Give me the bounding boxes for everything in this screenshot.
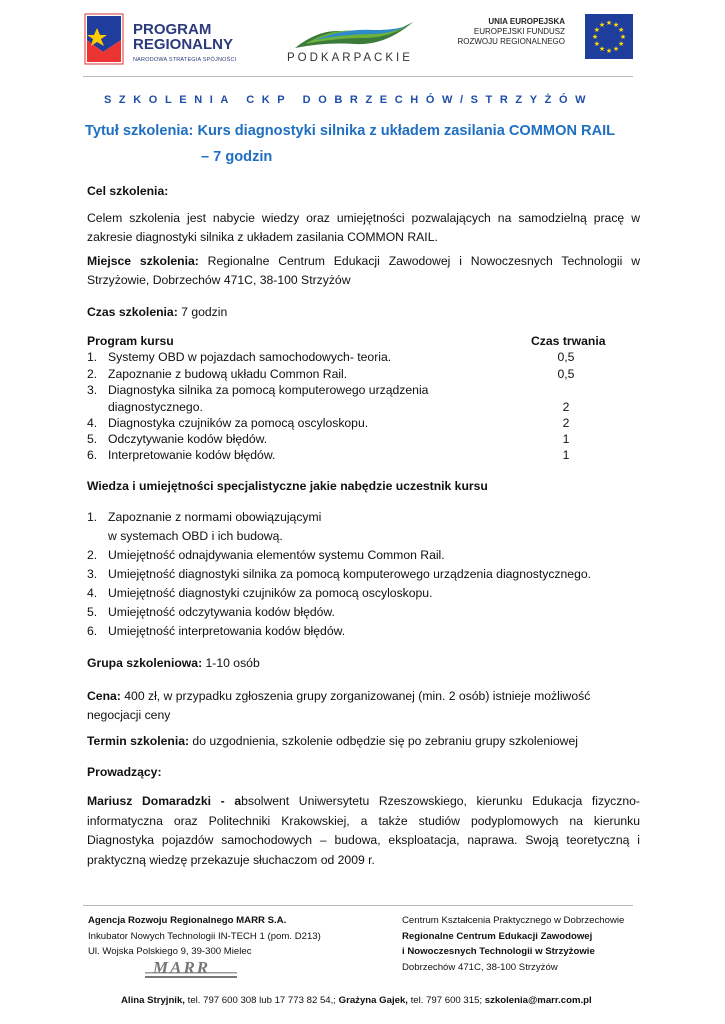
skills-item: 1. Zapoznanie z normami obowiązującymi — [87, 510, 322, 524]
instructors-label: Prowadzący: — [87, 765, 162, 779]
eu-star-icon: ★ — [598, 21, 606, 29]
eu-star-icon: ★ — [617, 27, 625, 34]
program-logo-text: PROGRAM REGIONALNY — [133, 21, 234, 53]
eu-star-icon: ★ — [617, 41, 625, 48]
program-item-time: 0,5 — [557, 367, 575, 381]
skills-item-continuation: w systemach OBD i ich budową. — [108, 529, 283, 543]
term-label: Termin szkolenia: — [87, 734, 190, 748]
contact-name-1: Alina Stryjnik, — [121, 995, 185, 1006]
eu-star-icon: ★ — [591, 34, 599, 41]
marr-logo-text: MARR — [153, 958, 211, 977]
program-item: 6. Interpretowanie kodów błędów. — [87, 448, 276, 462]
eu-flag-icon — [585, 14, 633, 59]
term-paragraph — [87, 734, 578, 748]
podkarpackie-text: PODKARPACKIE — [287, 52, 413, 64]
goal-label: Cel szkolenia: — [87, 184, 169, 198]
program-logo-subtitle: NARODOWA STRATEGIA SPÓJNOŚCI — [133, 57, 237, 63]
program-item: 3. Diagnostyka silnika za pomocą komputerowego urządzenia — [87, 383, 429, 397]
program-item-time: 1 — [562, 432, 570, 446]
group-label: Grupa szkoleniowa: — [87, 656, 203, 670]
program-item: 1. Systemy OBD w pojazdach samochodowych- teoria. — [87, 350, 392, 364]
price-paragraph — [87, 687, 597, 725]
program-item-time: 0,5 — [557, 350, 575, 364]
course-title-duration: – 7 godzin — [201, 149, 273, 165]
program-header: Program kursu — [87, 334, 174, 348]
marr-logo — [145, 958, 237, 980]
skills-item: 5. Umiejętność odczytywania kodów błędów. — [87, 605, 335, 619]
eu-star-icon: ★ — [605, 20, 613, 27]
program-item-time: 2 — [562, 416, 570, 430]
header-divider — [83, 76, 633, 77]
duration-paragraph — [87, 305, 227, 319]
duration-label: Czas szkolenia: — [87, 305, 178, 319]
instructor-text: bsolwent Uniwersytetu Rzeszowskiego, kierunku Edukacja fizyczno-informatyczna oraz Politechniki Krakowskiej, a także studiów podyplomowych na kierunku Diagnostyka pojazdów samochodowych – budowa, eksploatacja, naprawa. Swoją teoretyczną i praktyczną wiedzę przekazuje słuchaczom od 2009 r. — [87, 794, 640, 867]
place-text: Regionalne Centrum Edukacji Zawodowej i Nowoczesnych Technologii w Strzyżowie, Dobrzechów 471C, 38-100 Strzyżów — [87, 254, 640, 287]
course-title: Tytuł szkolenia: Kurs diagnostyki silnika z układem zasilania COMMON RAIL — [85, 123, 616, 139]
contact-tel-1: tel. 797 600 308 lub 17 773 82 54,; — [184, 995, 339, 1006]
program-item-time: 1 — [562, 448, 570, 462]
price-label: Cena: — [87, 689, 121, 703]
skills-item: 6. Umiejętność interpretowania kodów błędów. — [87, 624, 346, 638]
contact-email: szkolenia@marr.com.pl — [484, 995, 592, 1006]
goal-text: Celem szkolenia jest nabycie wiedzy oraz umiejętności pozwalających na samodzielną pracę w zakresie diagnostyki silnika z układem zasilania COMMON RAIL. — [87, 211, 640, 244]
term-text: do uzgodnienia, szkolenie odbędzie się po zebraniu grupy szkoleniowej — [189, 734, 578, 748]
contact-tel-2: tel. 797 600 315; — [407, 995, 485, 1006]
footer-contact — [121, 993, 592, 1009]
footer-right-line1: Centrum Kształcenia Praktycznego w Dobrzechowie — [402, 915, 625, 926]
group-paragraph — [87, 656, 260, 670]
eu-star-icon: ★ — [593, 27, 601, 34]
footer-divider — [83, 905, 633, 906]
place-label: Miejsce szkolenia: — [87, 254, 199, 268]
eu-star-icon: ★ — [619, 34, 627, 41]
eu-logo-text: UNIA EUROPEJSKA EUROPEJSKI FUNDUSZ ROZWOJU REGIONALNEGO — [457, 17, 565, 46]
footer-right-line4: Dobrzechów 471C, 38-100 Strzyżów — [402, 961, 558, 973]
program-time-header: Czas trwania — [531, 334, 606, 348]
podkarpackie-logo — [275, 14, 425, 70]
eu-star-icon: ★ — [612, 46, 620, 54]
eu-star-icon: ★ — [605, 48, 613, 55]
skills-item: 4. Umiejętność diagnostyki czujników za pomocą oscyloskopu. — [87, 586, 433, 600]
eu-star-icon: ★ — [612, 21, 620, 29]
skills-heading: Wiedza i umiejętności specjalistyczne jakie nabędzie uczestnik kursu — [87, 479, 488, 493]
program-item: 5. Odczytywanie kodów błędów. — [87, 432, 268, 446]
program-item: 2. Zapoznanie z budową układu Common Rail. — [87, 367, 348, 381]
program-regionalny-emblem-icon — [83, 12, 125, 66]
instructor-name: Mariusz Domaradzki - a — [87, 794, 242, 808]
program-regionalny-logo — [83, 12, 258, 68]
price-text: 400 zł, w przypadku zgłoszenia grupy zorganizowanej (min. 2 osób) istnieje możliwość negocjacji ceny — [87, 689, 591, 722]
duration-text: 7 godzin — [177, 305, 228, 319]
footer-right-line3: i Nowoczesnych Technologii w Strzyżowie — [402, 946, 595, 957]
skills-item: 3. Umiejętność diagnostyki silnika za pomocą komputerowego urządzenia diagnostycznego. — [87, 567, 592, 581]
podkarpackie-mountains-icon — [295, 16, 415, 52]
contact-name-2: Grażyna Gajek, — [338, 995, 408, 1006]
footer-right-line2: Regionalne Centrum Edukacji Zawodowej — [402, 930, 593, 942]
instructor-bio — [87, 792, 640, 870]
footer-left-address2: Ul. Wojska Polskiego 9, 39-300 Mielec — [88, 946, 252, 957]
program-item-continuation: diagnostycznego. — [108, 400, 203, 414]
program-item: 4. Diagnostyka czujników za pomocą oscyloskopu. — [87, 416, 369, 430]
skills-item: 2. Umiejętność odnajdywania elementów systemu Common Rail. — [87, 548, 445, 562]
footer-right — [402, 913, 624, 975]
program-item-time: 2 — [562, 400, 570, 414]
eu-star-icon: ★ — [593, 41, 601, 48]
section-header: SZKOLENIA CKP DOBRZECHÓW/STRZYŻÓW — [104, 94, 594, 106]
eu-stars — [585, 14, 633, 59]
eu-star-icon: ★ — [598, 46, 606, 54]
footer-left-company: Agencja Rozwoju Regionalnego MARR S.A. — [88, 915, 287, 926]
group-text: 1-10 osób — [202, 656, 260, 670]
footer-left-address1: Inkubator Nowych Technologii IN-TECH 1 (pom. D213) — [88, 930, 321, 942]
footer-left — [88, 913, 321, 960]
place-paragraph — [87, 252, 640, 290]
